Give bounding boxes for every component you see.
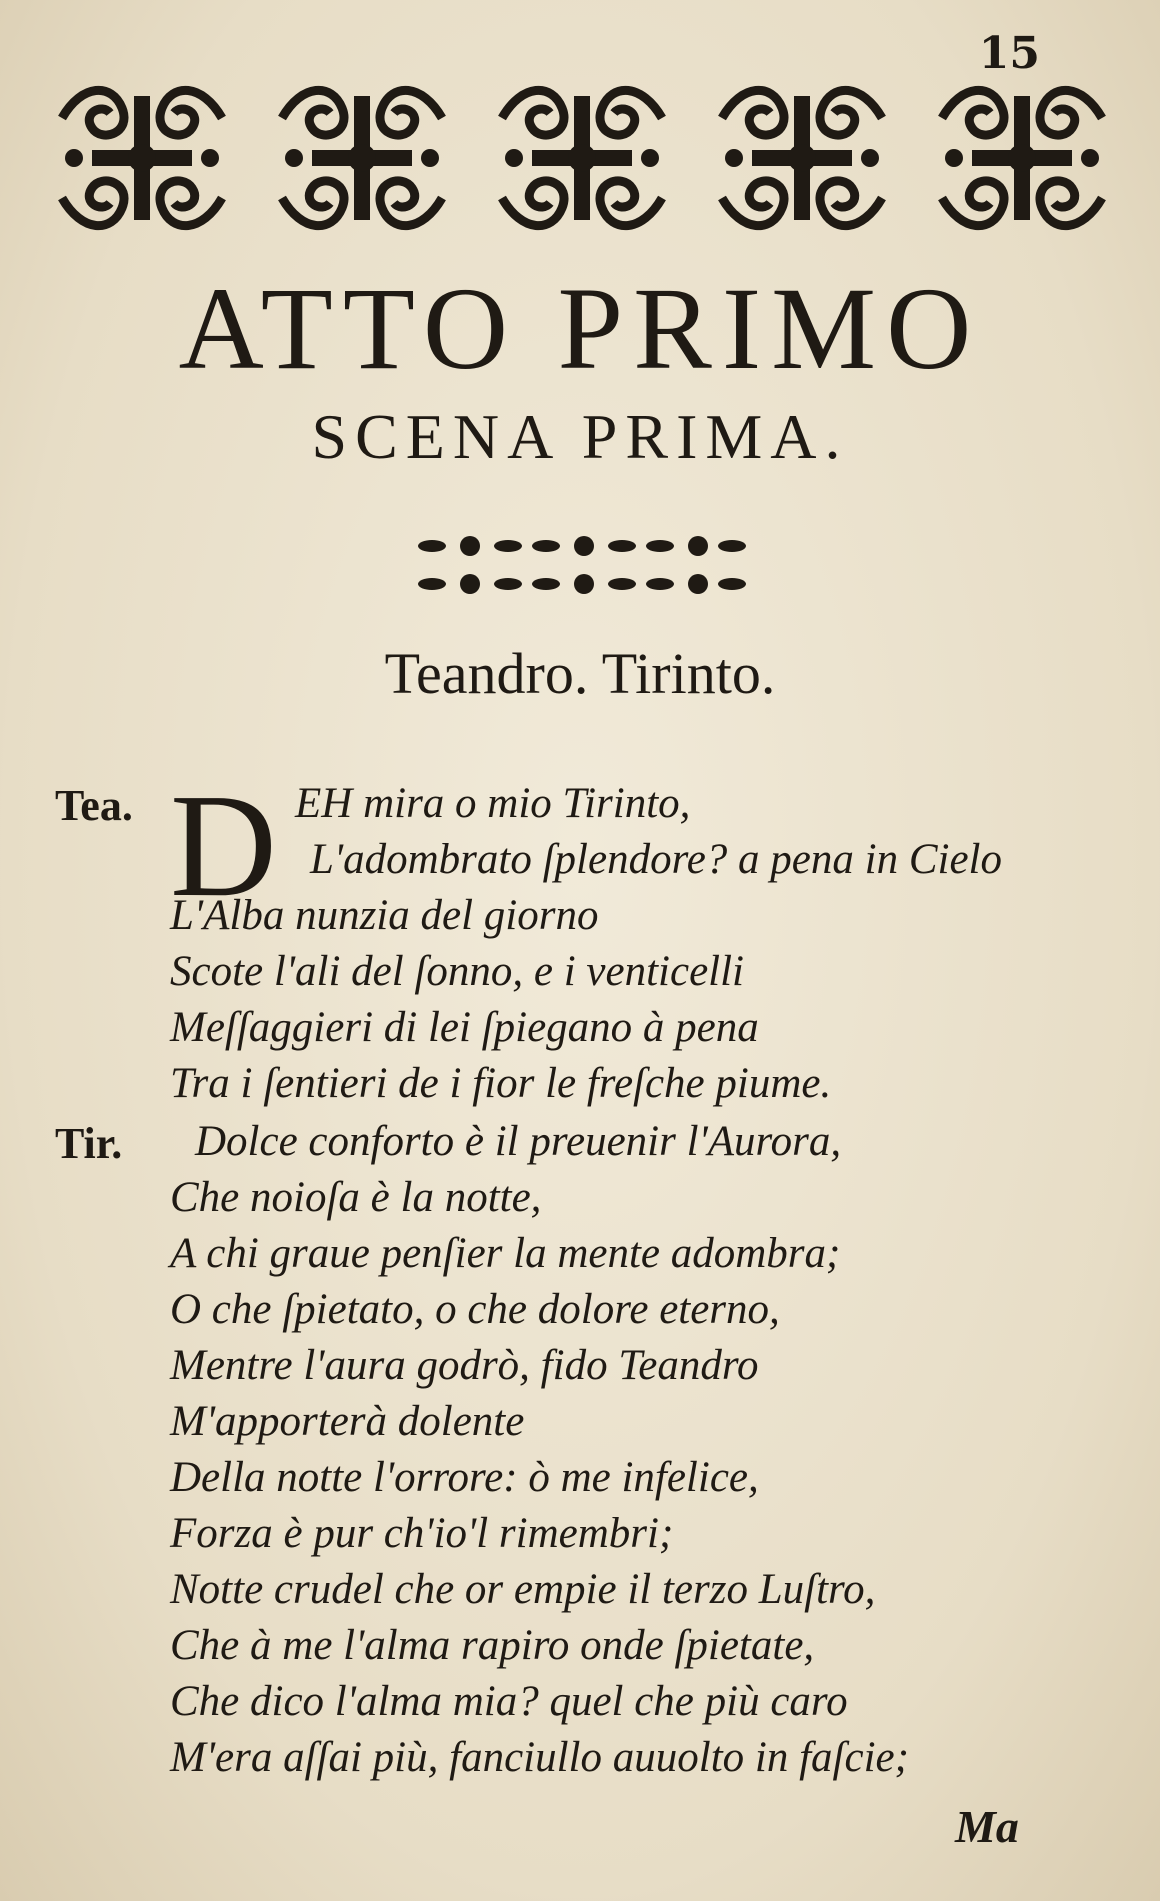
verse-line: L'adombrato ſplendore? a pena in Cielo	[310, 836, 1002, 883]
act-title: ATTO PRIMO	[178, 263, 982, 394]
ornamental-divider	[410, 528, 750, 604]
verse-line: Che noioſa è la notte,	[170, 1174, 542, 1221]
verse-line: L'Alba nunzia del giorno	[170, 892, 599, 939]
verse-line: Che dico l'alma mia? quel che più caro	[170, 1678, 848, 1725]
drop-cap-initial: D	[170, 764, 277, 928]
verse-line: Dolce conforto è il preuenir l'Aurora,	[195, 1118, 842, 1165]
catchword: Ma	[955, 1801, 1019, 1852]
page-number: 15	[978, 28, 1040, 79]
verse-line: Meſſaggieri di lei ſpiegano à pena	[170, 1004, 759, 1051]
verse-line: Forza è pur ch'io'l rimembri;	[170, 1510, 674, 1557]
verse-line: Della notte l'orrore: ò me infelice,	[170, 1454, 759, 1501]
character-list: Teandro. Tirinto.	[384, 641, 776, 706]
verse-line: Scote l'ali del ſonno, e i venticelli	[170, 948, 744, 995]
verse-line: Notte crudel che or empie il terzo Luſtro,	[170, 1566, 876, 1613]
speaker-label: Tea.	[55, 781, 133, 830]
verse-line: Che à me l'alma rapiro onde ſpietate,	[170, 1622, 815, 1669]
verse-line: EH mira o mio Tirinto,	[295, 780, 691, 827]
verse-line: Mentre l'aura godrò, fido Teandro	[170, 1342, 759, 1389]
verse-line: O che ſpietato, o che dolore eterno,	[170, 1286, 780, 1333]
scene-title: SCENA PRIMA.	[311, 401, 849, 472]
verse-line: A chi graue penſier la mente adombra;	[170, 1230, 841, 1277]
speaker-label: Tir.	[55, 1119, 123, 1168]
verse-line: M'apporterà dolente	[170, 1398, 525, 1445]
verse-line: Tra i ſentieri de i fior le freſche piume.	[170, 1060, 832, 1107]
fleuron-ornament-band	[52, 78, 1112, 238]
verse-line: M'era aſſai più, fanciullo auuolto in faſcie;	[170, 1734, 909, 1781]
